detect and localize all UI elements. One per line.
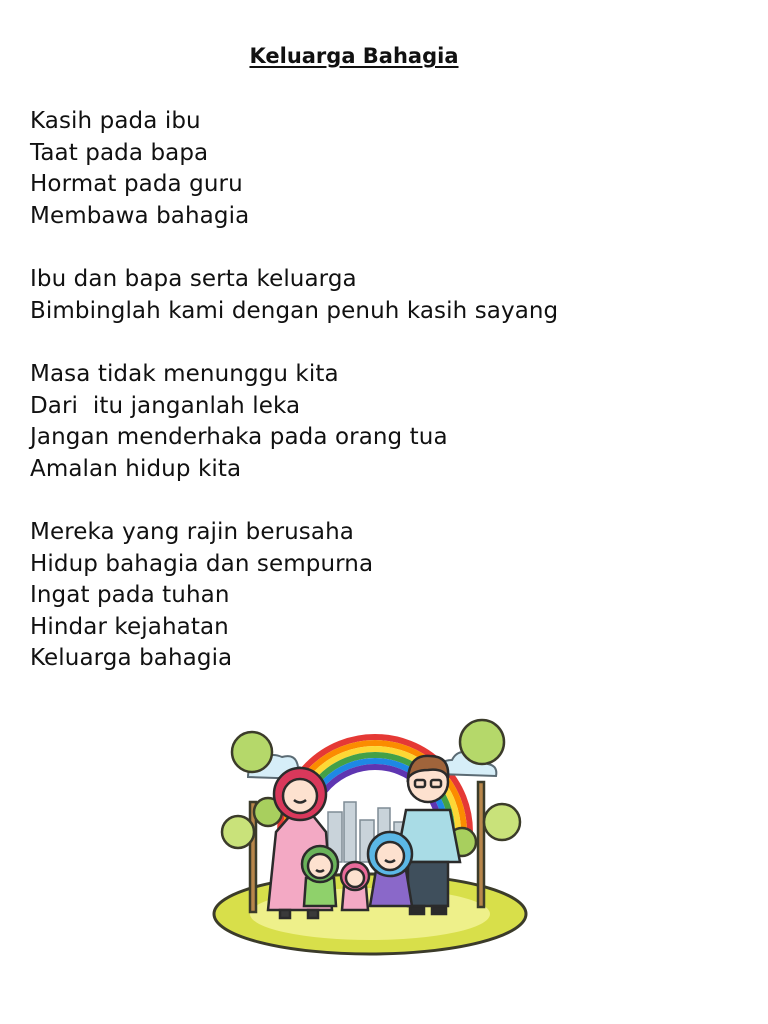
poem-line: Membawa bahagia [30,202,250,229]
stanza-2 [30,264,730,327]
poem-line: Taat pada bapa [30,139,209,166]
poem-line: Ibu dan bapa serta keluarga [30,266,357,292]
poem-line: Jangan menderhaka pada orang tua [30,424,448,450]
poem-line: Kasih pada ibu [30,108,201,134]
stanza-1 [30,106,730,232]
stanza-4 [30,517,730,675]
poem-title: Keluarga Bahagia [249,44,459,68]
boy-figure-icon [302,846,338,906]
poem-line: Keluarga bahagia [30,645,233,671]
girl-figure-icon [368,832,412,906]
poem-line: Hidup bahagia dan sempurna [30,550,374,577]
poem-line: Dari itu janganlah leka [30,392,301,419]
poem-line: Ingat pada tuhan [30,582,230,608]
poem-line: Hormat pada guru [30,171,243,197]
poem-line: Hindar kejahatan [30,613,229,640]
poem-line: Masa tidak menunggu kita [30,361,339,387]
family-rainbow-illustration-icon [210,682,530,956]
poem-line: Mereka yang rajin berusaha [30,519,354,545]
baby-figure-icon [341,862,369,910]
stanza-3 [30,359,730,485]
poem-body [30,106,730,707]
poem-line: Amalan hidup kita [30,455,242,482]
poem-line: Bimbinglah kami dengan penuh kasih sayang [30,297,559,324]
